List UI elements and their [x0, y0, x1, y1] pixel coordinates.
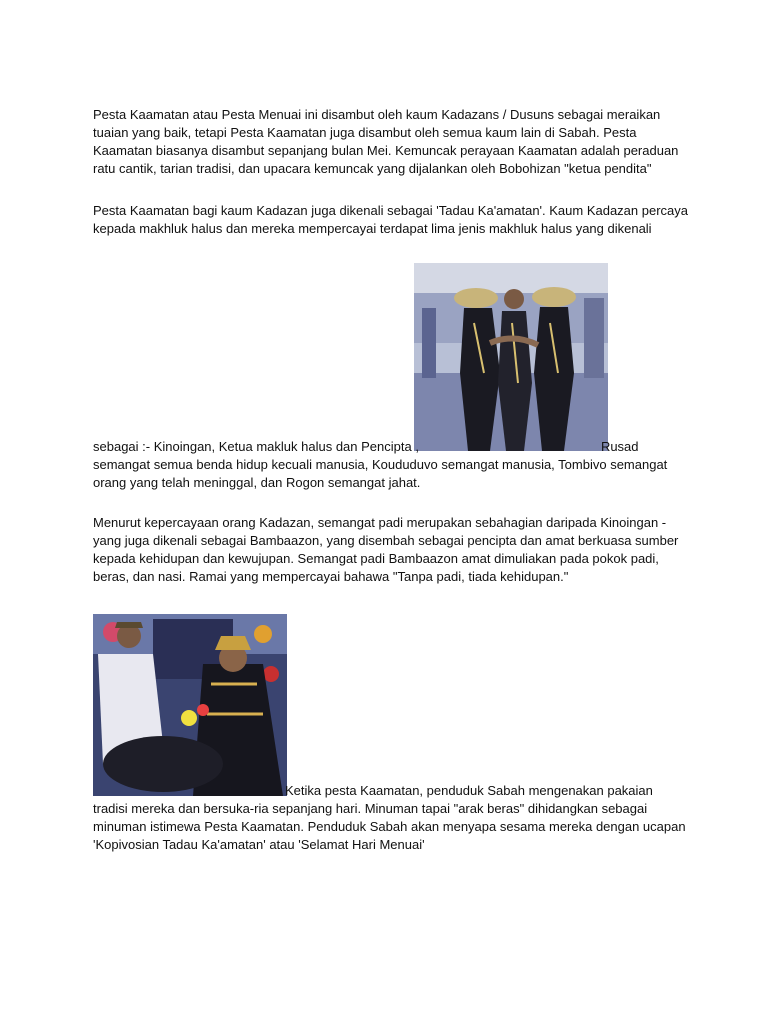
- paragraph-spirits: [93, 438, 683, 492]
- costume-photo: [93, 614, 287, 796]
- text-line: orang yang telah meninggal, dan Rogon semangat jahat.: [93, 475, 421, 490]
- text-line: tuaian yang baik, tetapi Pesta Kaamatan juga disambut oleh semua kaum lain di Sabah. Pesta: [93, 125, 637, 140]
- text-line: kepada makhluk halus dan mereka mempercayai terdapat lima jenis makhluk halus yang dikenali: [93, 221, 652, 236]
- text-line: semangat semua benda hidup kecuali manusia, Koududuvo semangat manusia, Tombivo semangat: [93, 457, 668, 472]
- rusad-text: Rusad: [600, 439, 639, 454]
- paragraph-bambaazon: [93, 514, 683, 586]
- paragraph-intro: [93, 106, 683, 178]
- celebration-first-text: Ketika pesta Kaamatan, penduduk Sabah mengenakan pakaian: [285, 783, 653, 798]
- text-line: yang juga dikenali sebagai Bambaazon, yang disembah sebagai pencipta dan amat berkuasa sumber: [93, 533, 679, 548]
- dancers-photo: [414, 263, 608, 451]
- text-line: Menurut kepercayaan orang Kadazan, semangat padi merupakan sebahagian daripada Kinoingan -: [93, 515, 667, 530]
- costume-photo-image: [93, 614, 287, 796]
- text-line: kepada kehidupan dan kewujupan. Semangat padi Bambaazon amat dimuliakan pada pokok padi,: [93, 551, 659, 566]
- text-line: [93, 782, 683, 800]
- spirits-intro-text: sebagai :- Kinoingan, Ketua makluk halus dan Pencipta ,: [93, 439, 419, 454]
- text-line: Pesta Kaamatan bagi kaum Kadazan juga dikenali sebagai 'Tadau Ka'amatan'. Kaum Kadazan percaya: [93, 203, 689, 218]
- text-line: tradisi mereka dan bersuka-ria sepanjang hari. Minuman tapai "arak beras" dihidangkan sebagai: [93, 801, 648, 816]
- text-line: ratu cantik, tarian tradisi, dan upacara kemuncak yang dijalankan oleh Bobohizan "ketua pendita": [93, 161, 652, 176]
- text-line: minuman istimewa Pesta Kaamatan. Penduduk Sabah akan menyapa sesama mereka dengan ucapan: [93, 819, 686, 834]
- text-line: 'Kopivosian Tadau Ka'amatan' atau 'Selamat Hari Menuai': [93, 837, 425, 852]
- text-line: beras, dan nasi. Ramai yang mempercayai bahawa "Tanpa padi, tiada kehidupan.": [93, 569, 569, 584]
- paragraph-celebration: [93, 782, 686, 854]
- text-line: [93, 438, 683, 456]
- paragraph-tadau-kaamatan: [93, 202, 689, 238]
- text-line: Pesta Kaamatan atau Pesta Menuai ini disambut oleh kaum Kadazans / Dusuns sebagai meraikan: [93, 107, 661, 122]
- dancers-photo-image: [414, 263, 608, 451]
- text-line: Kaamatan biasanya disambut sepanjang bulan Mei. Kemuncak perayaan Kaamatan adalah peraduan: [93, 143, 679, 158]
